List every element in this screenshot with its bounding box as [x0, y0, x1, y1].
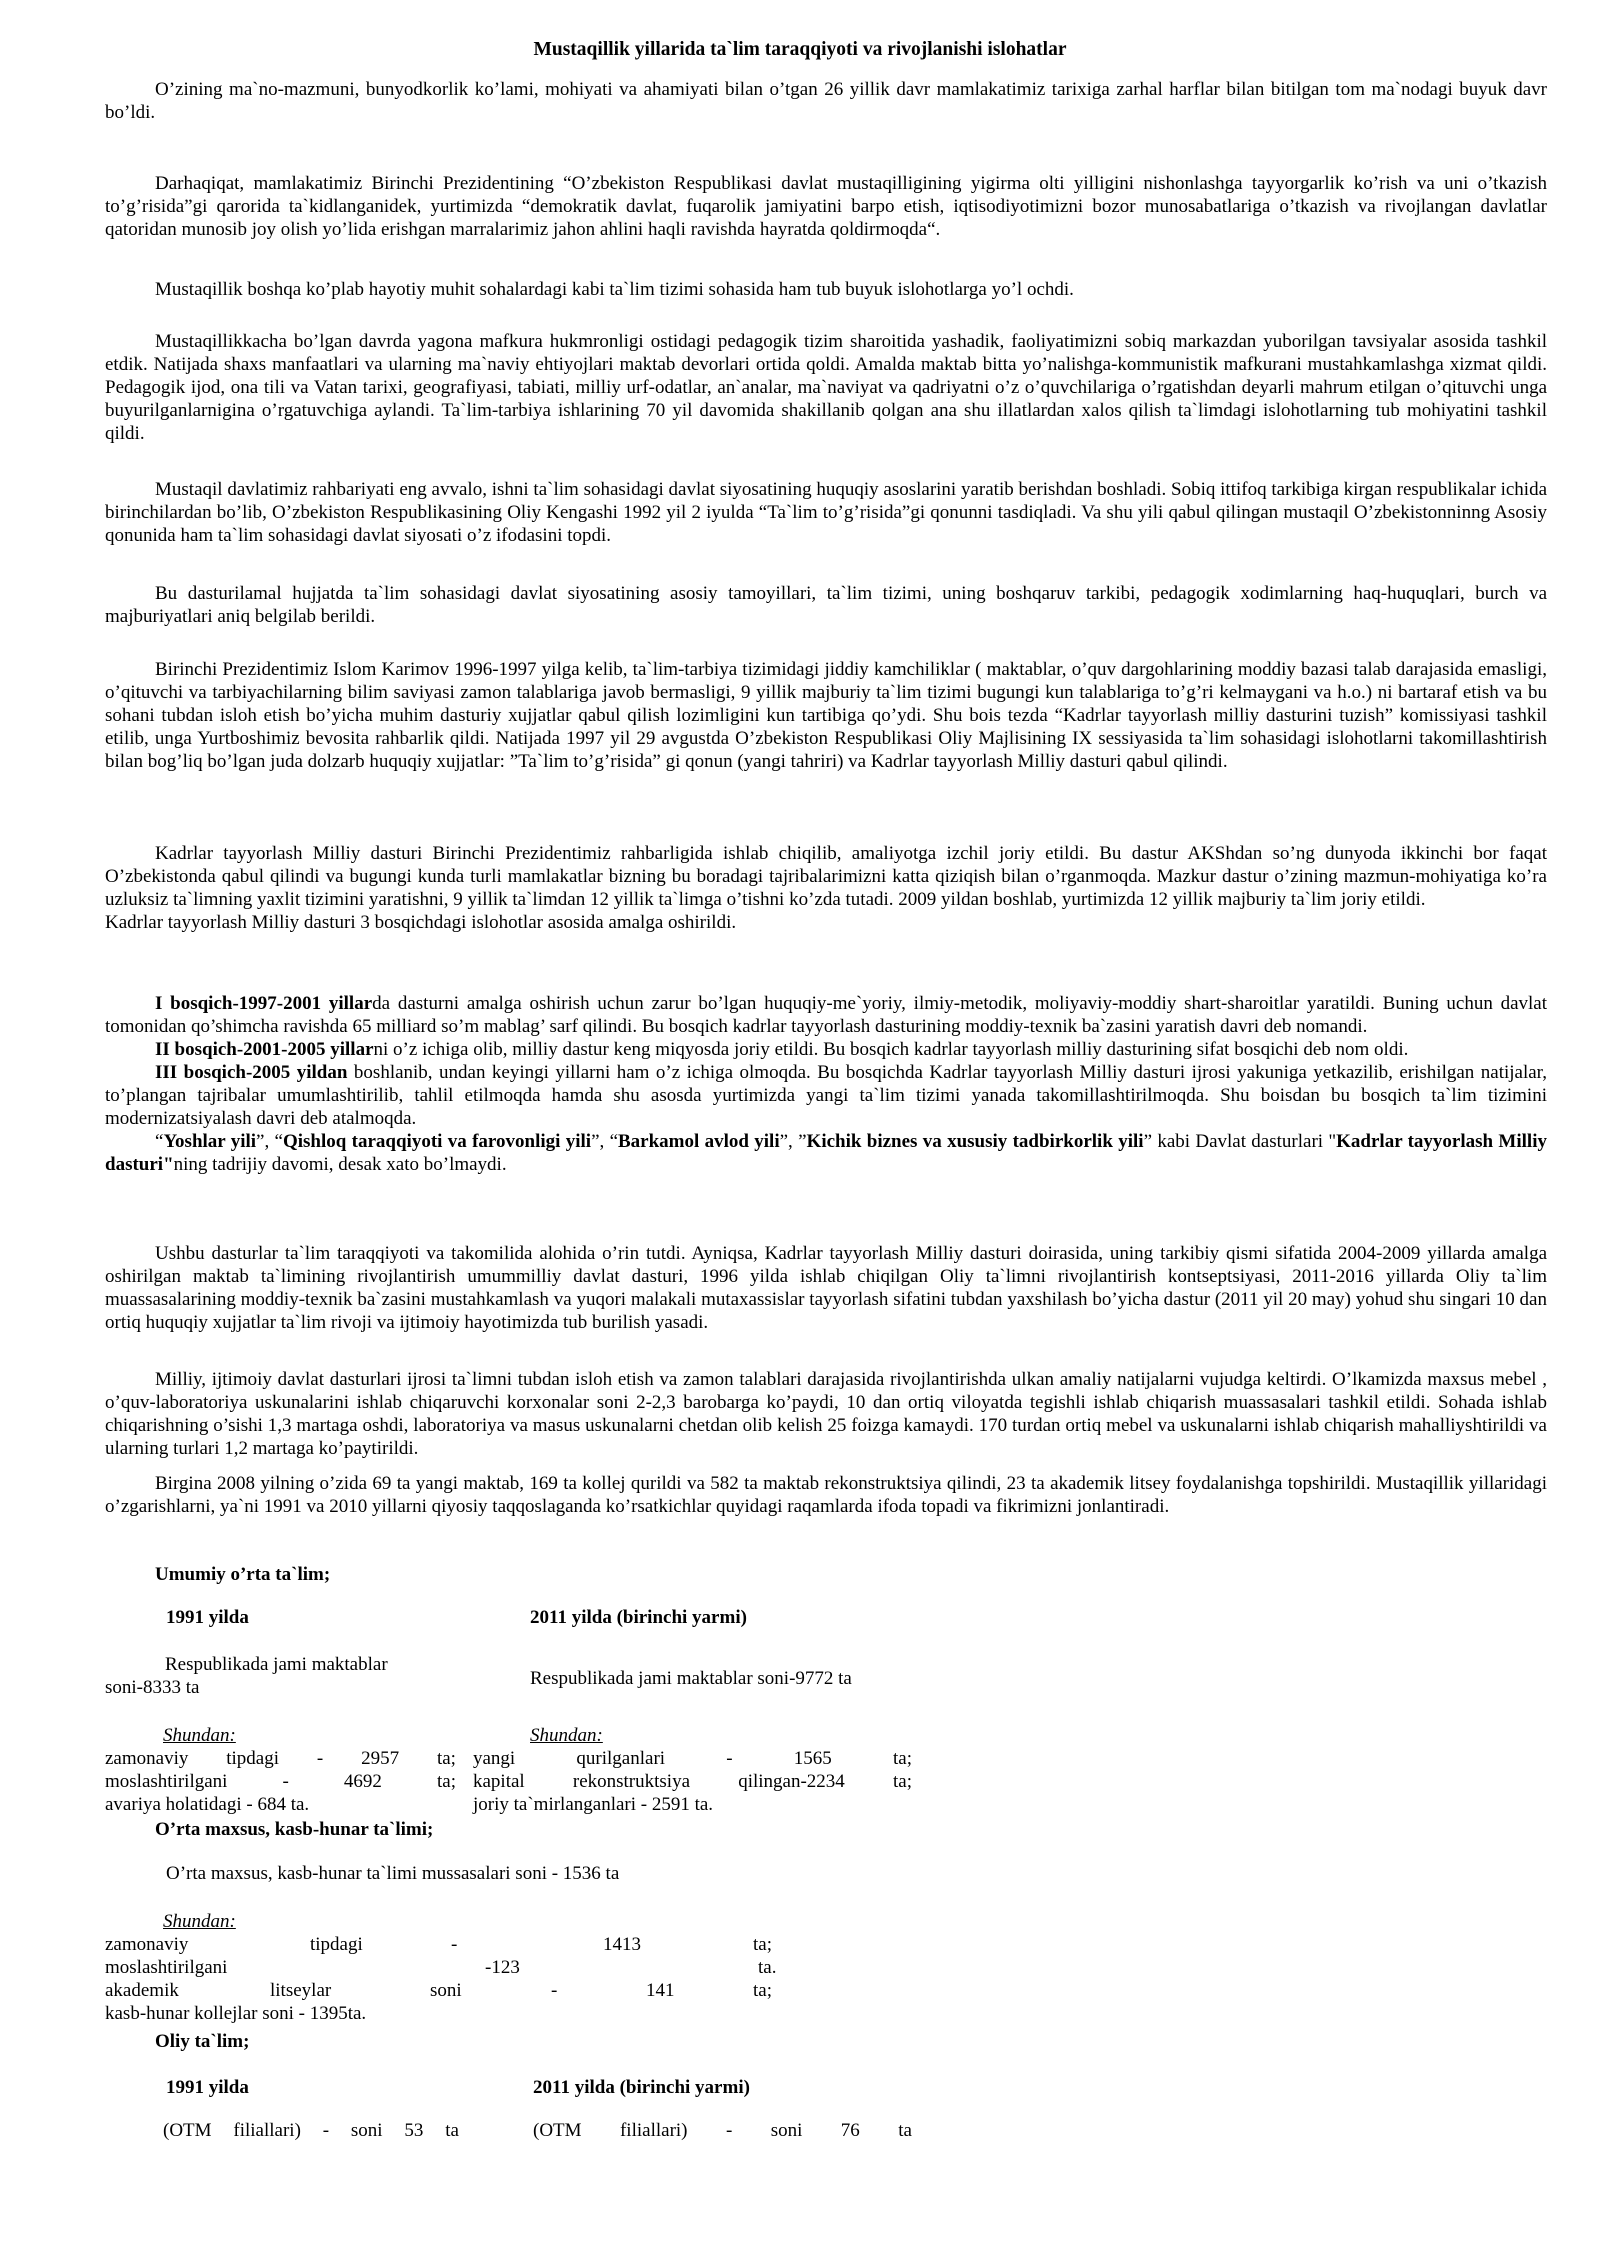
list-item: akademik litseylar soni - 141 ta; — [105, 1980, 772, 2001]
special-total: O’rta maxsus, kasb-hunar ta`limi mussasalari soni - 1536 ta — [166, 1863, 620, 1884]
paragraph-11: Birgina 2008 yilning o’zida 69 ta yangi maktab, 169 ta kollej qurildi va 582 ta maktab rekonstruktsiya qilindi, 23 ta akademik litsey foydalanishga topshirildi. Mustaqillik yillaridagi o’zgarishlarni, ya`ni 1991 va 2010 yillarni qiyosiy taqqoslaganda ko’rsatkichlar quyidagi raqamlarda ifoda topadi va fikrimizni jonlantiradi. — [105, 1473, 1547, 1517]
list-item: yangi qurilganlari - 1565 ta; — [473, 1748, 912, 1769]
stages-block — [105, 992, 1547, 1176]
paragraph-8: Kadrlar tayyorlash Milliy dasturi Birinchi Prezidentimiz rahbarligida ishlab chiqilib, amaliyotga izchil joriy etildi. Bu dastur AKShdan so’ng dunyoda ikkinchi bor faqat O’zbekistonda qabul qilindi va bugungi kunda turli mamlakatlar bizning bu boradagi tajribalarimizni katta qiziqish bilan o’rganmoqda. Mazkur dastur o’zining mazmun-mohiyatiga ko’ra uzluksiz ta`limning yaxlit tizimini yaratishni, 9 yillik ta`limdan 12 yillik ta`limga o’tishni ko’zda tutadi. 2009 yildan boshlab, yurtimizda 12 yillik majburiy ta`lim joriy etildi. Kadrlar tayyorlash Milliy dasturi 3 bosqichdagi islohotlar asosida amalga oshirildi. — [105, 843, 1547, 933]
list-item: kasb-hunar kollejlar soni - 1395ta. — [105, 2003, 367, 2024]
special-list — [105, 1933, 805, 2025]
higher-col2-value: (OTM filiallari) - soni 76 ta — [533, 2120, 912, 2141]
paragraph-7: Birinchi Prezidentimiz Islom Karimov 1996-1997 yilga kelib, ta`lim-tarbiya tizimidagi jiddiy kamchiliklar ( maktablar, o’quv dargohlarining moddiy bazasi talab darajasida emasligi, o’qituvchi va tarbiyachilarning bilim saviyasi zamon talablariga javob bermasligi, 9 yillik majburiy ta`lim tizimi bugungi kun talablariga to’g’ri kelmaygani va h.o.) ni bartaraf etish va bu sohani tubdan isloh etish bo’yicha muhim dasturiy xujjatlar qabul qilish lozimligini kun tartibiga qo’ydi. Shu bois tezda “Kadrlar tayyorlash milliy dasturini tuzish” komissiyasi tashkil etilib, unga Yurtboshimiz bevosita rahbarlik qildi. Natijada 1997 yil 29 avgustda O’zbekiston Respublikasi Oliy Majlisining IX sessiyasida ta`lim sohasidagi islohotlarni takomillashtirish bilan bog’liq bo’lgan juda dolzarb huquqiy xujjatlar: ”Ta`lim to’g’risida” gi qonun (yangi tahriri) va Kadrlar tayyorlash Milliy dasturi qabul qilindi. — [105, 659, 1547, 772]
general-col2-head: 2011 yilda (birinchi yarmi) — [530, 1607, 747, 1628]
general-col2-text: Respublikada jami maktablar soni-9772 ta — [530, 1668, 852, 1689]
section-heading-higher: Oliy ta`lim; — [155, 2031, 250, 2052]
higher-col2-head: 2011 yilda (birinchi yarmi) — [533, 2077, 750, 2098]
higher-col1-value: (OTM filiallari) - soni 53 ta — [163, 2120, 459, 2141]
general-left-list — [105, 1747, 456, 1816]
paragraph-3: Mustaqillik boshqa ko’plab hayotiy muhit sohalardagi kabi ta`lim tizimi sohasida ham tub buyuk islohotlarga yo’l ochdi. — [155, 279, 1074, 300]
higher-col1-head: 1991 yilda — [166, 2077, 249, 2098]
stage-2: II bosqich-2001-2005 yillarni o’z ichiga olib, milliy dastur keng miqyosda joriy etildi. Bu bosqich kadrlar tayyorlash milliy dasturining sifat bosqichi deb nom oldi. — [155, 1039, 1409, 1060]
document-title: Mustaqillik yillarida ta`lim taraqqiyoti va rivojlanishi islohatlar — [533, 39, 1067, 60]
paragraph-2: Darhaqiqat, mamlakatimiz Birinchi Prezidentining “O’zbekiston Respublikasi davlat mustaqilligining yigirma olti yilligini nishonlashga tayyorgarlik ko’rish va uni o’tkazish to’g’risida”gi qarorida ta`kidlanganidek, yurtimizda “demokratik davlat, fuqarolik jamiyatini barpo etish, iqtisodiyotimizni bozor munosabatlariga o’tkazish va rivojlangan davlatlar qatoridan munosib joy olish yo’lida erishgan marralarimiz jahon ahlini haqli ravishda hayratda qoldirmoqda“. — [105, 173, 1547, 240]
programs-sentence: “Yoshlar yili”, “Qishloq taraqqiyoti va farovonligi yili”, “Barkamol avlod yili”, ”Kichik biznes va xususiy tadbirkorlik yili” kabi Davlat dasturlari "Kadrlar tayyorlash Milliy dasturi"ning tadrijiy davomi, desak xato bo’lmaydi. — [105, 1131, 1547, 1175]
list-item: joriy ta`mirlanganlari - 2591 ta. — [473, 1794, 714, 1815]
paragraph-9: Ushbu dasturlar ta`lim taraqqiyoti va takomilida alohida o’rin tutdi. Ayniqsa, Kadrlar tayyorlash Milliy dasturi doirasida, uning tarkibiy qismi sifatida 2004-2009 yillarda amalga oshirilgan maktab ta`limining rivojlantirish umummilliy davlat dasturi, 1996 yilda ishlab chiqilgan Oliy ta`limni rivojlantirish kontseptsiyasi, 2011-2016 yillarda Oliy ta`lim muassasalarining moddiy-texnik ba`zasini mustahkamlash va yuqori malakali mutaxassislar tayyorlash sifatini tubdan yaxshilash bo’yicha dastur (2011 yil 20 may) yohud shu singari 10 dan ortiq huquqiy xujjatlar ta`lim rivoji va ijtimoiy hayotimizda tub burilish yasadi. — [105, 1243, 1547, 1333]
general-shundan-left: Shundan: — [163, 1725, 236, 1746]
list-item: moslashtirilgani -123 ta. — [105, 1957, 777, 1978]
stage-3: III bosqich-2005 yildan boshlanib, undan keyingi yillarni ham o’z ichiga olmoqda. Bu bosqichda Kadrlar tayyorlash Milliy dasturi ijrosi yakuniga yetkazilib, erishilgan natijalar, to’plangan tajribalar umumlashtirilib, tahlil etilmoqda hamda shu asosda yurtimizda yangi ta`lim tizimi yanada takomillashtirilmoqda. Shu boisdan bu bosqich ta`lim tizimini modernizatsiyalash davri deb atalmoqda. — [105, 1062, 1547, 1129]
paragraph-5: Mustaqil davlatimiz rahbariyati eng avvalo, ishni ta`lim sohasidagi davlat siyosatining huquqiy asoslarini yaratib berishdan boshladi. Sobiq ittifoq tarkibiga kirgan respublikalar ichida birinchilardan bo’lib, O’zbekiston Respublikasining Oliy Kengashi 1992 yil 2 iyulda “Ta`lim to’g’risida”gi qonunni tasdiqladi. Va shu yili qabul qilingan mustaqil O’zbekistonninng Asosiy qonunida ham ta`lim sohasidagi davlat siyosati o’z ifodasini topdi. — [105, 479, 1547, 546]
stage-1: I bosqich-1997-2001 yillarda dasturni amalga oshirish uchun zarur bo’lgan huquqiy-me`yoriy, ilmiy-metodik, moliyaviy-moddiy shart-sharoitlar yaratildi. Buning uchun davlat tomonidan qo’shimcha ravishda 65 milliard so’m mablag’ sarf qilindi. Bu bosqich kadrlar tayyorlash dasturining moddiy-texnik ba`zasini yaratish davri deb nomandi. — [105, 993, 1548, 1037]
paragraph-1: O’zining ma`no-mazmuni, bunyodkorlik ko’lami, mohiyati va ahamiyati bilan o’tgan 26 yillik davr mamlakatimiz tarixiga zarhal harflar bilan bitilgan tom ma`nodagi buyuk davr bo’ldi. — [105, 79, 1547, 123]
paragraph-4: Mustaqillikkacha bo’lgan davrda yagona mafkura hukmronligi ostidagi pedagogik tizim sharoitida yashadik, faoliyatimizni sobiq markazdan yuborilgan tavsiyalar asosida tashkil etdik. Natijada shaxs manfaatlari va ularning ma`naviy ehtiyojlari maktab devorlari ortida qoldi. Amalda maktab bitta yo’nalishga-kommunistik mafkurani mustahkamlashga xizmat qildi. Pedagogik ijod, ona tili va Vatan tarixi, geografiyasi, tabiati, milliy urf-odatlar, an`analar, ma`naviyat va qadriyatni o’z o’quvchilariga o’rgatishdan deyarli mahrum etilgan o’qituvchi unga buyurilganlarnigina o’rgatuvchiga aylandi. Ta`lim-tarbiya ishlarining 70 yil davomida shakillanib qolgan ana shu illatlardan xalos qilish ta`limdagi islohotlarning tub mohiyatini tashkil qildi. — [105, 331, 1547, 444]
special-shundan: Shundan: — [163, 1911, 236, 1932]
general-right-list — [473, 1747, 912, 1816]
paragraph-10: Milliy, ijtimoiy davlat dasturlari ijrosi ta`limni tubdan isloh etish va zamon talablari darajasida rivojlantirishda ulkan amaliy natijalarni vujudga keltirdi. O’lkamizda maxsus mebel , o’quv-laboratoriya uskunalarini ishlab chiqaruvchi korxonalar soni 2-2,3 barobarga ko’paydi, 10 dan ortiq viloyatda tegishli ishlab chiqarish muassasalari tashkil etildi. Sohada ishlab chiqarishning o’sishi 1,3 martaga oshdi, laboratoriya va masus uskunalarni chetdan olib kelish 25 foizga kamaydi. 170 turdan ortiq mebel va uskunalarni ishlab chiqarish mahalliyshtirildi va ularning turlari 1,2 martaga ko’paytirildi. — [105, 1369, 1547, 1459]
general-col1-text-a: Respublikada jami maktablar — [165, 1654, 388, 1675]
general-col1-text-b: soni-8333 ta — [105, 1677, 200, 1698]
section-heading-special: O’rta maxsus, kasb-hunar ta`limi; — [155, 1819, 434, 1840]
list-item: kapital rekonstruktsiya qilingan-2234 ta; — [473, 1771, 912, 1792]
list-item: zamonaviy tipdagi - 2957 ta; — [105, 1748, 456, 1769]
general-shundan-right: Shundan: — [530, 1725, 603, 1746]
general-col1-head: 1991 yilda — [166, 1607, 249, 1628]
list-item: moslashtirilgani - 4692 ta; — [105, 1771, 456, 1792]
section-heading-general: Umumiy o’rta ta`lim; — [155, 1564, 331, 1585]
list-item: avariya holatidagi - 684 ta. — [105, 1794, 310, 1815]
list-item: zamonaviy tipdagi - 1413 ta; — [105, 1934, 772, 1955]
paragraph-6: Bu dasturilamal hujjatda ta`lim sohasidagi davlat siyosatining asosiy tamoyillari, ta`lim tizimi, uning boshqaruv tarkibi, pedagogik xodimlarning haq-huquqlari, burch va majburiyatlari aniq belgilab berildi. — [105, 583, 1547, 627]
